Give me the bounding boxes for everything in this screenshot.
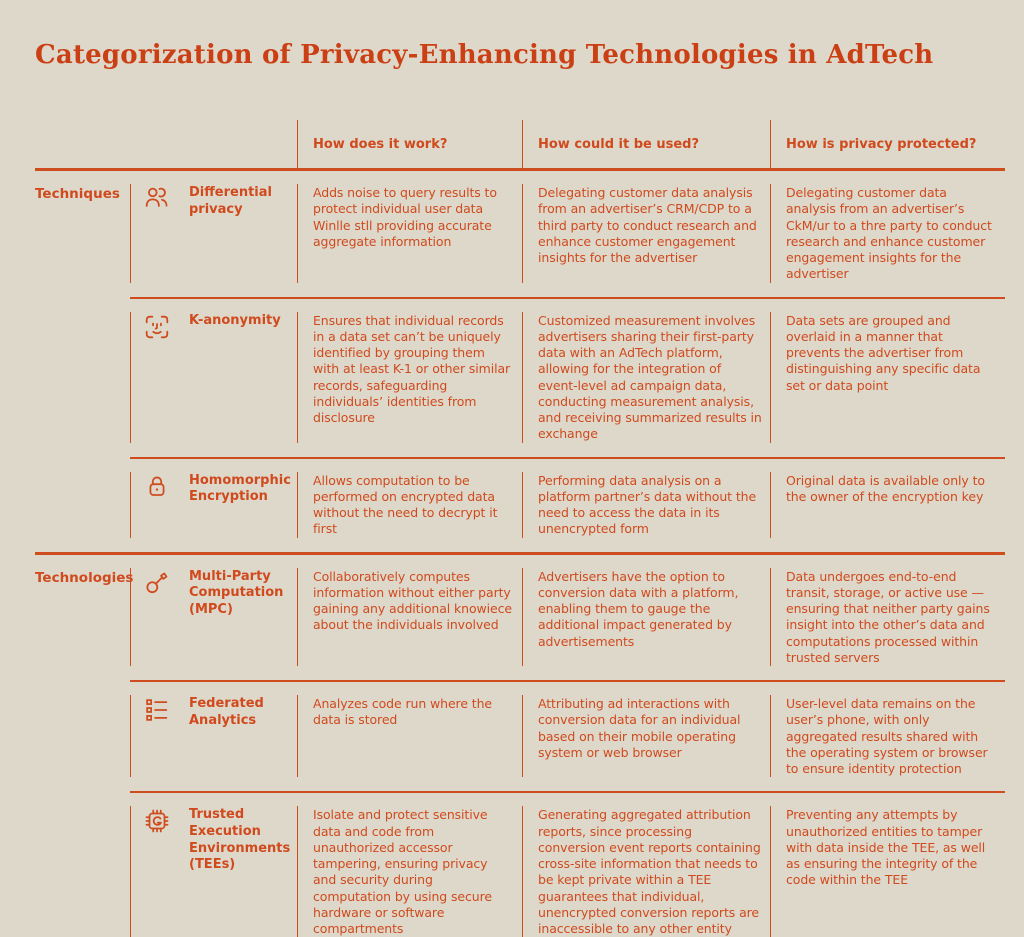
technology-cell — [130, 568, 297, 667]
row-divider — [130, 680, 1005, 682]
how-used-cell: Generating aggregated attribution reports, since processing conversion event reports containing cross-site information that needs to be kept private within a TEE guarantees that individual, unencrypted conversion reports are inaccessible to any other entity — [522, 806, 770, 937]
how-it-works-cell: Ensures that individual records in a data set can’t be uniquely identified by grouping them with at least K-1 or other similar records, safeguarding individuals’ identities from disclosure — [297, 312, 522, 443]
column-header-privacy-protected: How is privacy protected? — [770, 120, 1005, 168]
face-id-icon — [142, 312, 172, 342]
column-header-how-it-works: How does it work? — [297, 120, 522, 168]
section-divider — [35, 552, 1005, 555]
table-row-differential-privacy — [35, 184, 1005, 283]
how-used-cell: Attributing ad interactions with conversion data for an individual based on their mobile operating system or web browser — [522, 695, 770, 777]
row-divider — [130, 457, 1005, 459]
how-used-cell: Customized measurement involves advertisers sharing their first-party data with an AdTech platform, allowing for the integration of event-level ad campaign data, conducting measurement analysis, and receiving summarized results in exchange — [522, 312, 770, 443]
chip-icon — [142, 806, 172, 836]
section-label-spacer — [35, 695, 130, 777]
how-used-cell: Advertisers have the option to conversion data with a platform, enabling them to gauge the additional impact generated by advertisements — [522, 568, 770, 667]
section-label-technologies: Technologies — [35, 569, 134, 586]
how-it-works-cell: Adds noise to query results to protect individual user data Winlle stll providing accurate aggregate information — [297, 184, 522, 283]
privacy-protected-cell: Data sets are grouped and overlaid in a manner that prevents the advertiser from distinguishing any specific data set or data point — [770, 312, 1005, 443]
page-title: Categorization of Privacy-Enhancing Technologies in AdTech — [35, 40, 934, 70]
how-used-cell: Delegating customer data analysis from an advertiser’s CRM/CDP to a third party to conduct research and enhance customer engagement insights for the advertiser — [522, 184, 770, 283]
technique-name: Homomorphic Encryption — [189, 472, 291, 505]
column-header-row — [35, 120, 1005, 168]
technique-cell — [130, 184, 297, 283]
lock-icon — [142, 472, 172, 502]
technique-cell — [130, 472, 297, 538]
how-it-works-cell: Analyzes code run where the data is stored — [297, 695, 522, 777]
how-it-works-cell: Allows computation to be performed on encrypted data without the need to decrypt it first — [297, 472, 522, 538]
technology-cell — [130, 806, 297, 937]
privacy-protected-cell: User-level data remains on the user’s phone, with only aggregated results shared with the operating system or browser to ensure identity protection — [770, 695, 1005, 777]
technology-name: Multi-Party Computation (MPC) — [189, 568, 284, 617]
technology-name: Trusted Execution Environments (TEEs) — [189, 807, 291, 873]
technology-cell — [130, 695, 297, 777]
privacy-protected-cell: Delegating customer data analysis from an advertiser’s CkM/ur to a thre party to conduct research and enhance customer engagement insights for the advertiser — [770, 184, 1005, 283]
table-row-k-anonymity — [35, 312, 1005, 443]
how-used-cell: Performing data analysis on a platform partner’s data without the need to access the data in its unencrypted form — [522, 472, 770, 538]
technique-name: Differential privacy — [189, 185, 272, 217]
section-label-spacer — [35, 806, 130, 937]
privacy-protected-cell: Original data is available only to the owner of the encryption key — [770, 472, 1005, 538]
list-icon — [142, 695, 172, 725]
section-label-techniques: Techniques — [35, 186, 120, 202]
users-icon — [142, 184, 172, 214]
row-divider — [130, 791, 1005, 793]
privacy-protected-cell: Data undergoes end-to-end transit, storage, or active use — ensuring that neither party gains insight into the other’s data and computations processed within trusted servers — [770, 568, 1005, 667]
key-icon — [142, 568, 172, 598]
technique-cell — [130, 312, 297, 443]
technology-name: Federated Analytics — [189, 696, 264, 728]
privacy-protected-cell: Preventing any attempts by unauthorized entities to tamper with data inside the TEE, as well as ensuring the integrity of the code within the TEE — [770, 806, 1005, 937]
table-row-tees — [35, 806, 1005, 937]
technique-name: K-anonymity — [189, 312, 281, 328]
table-row-homomorphic-encryption — [35, 472, 1005, 538]
section-divider — [35, 168, 1005, 171]
section-label-spacer — [35, 472, 130, 538]
row-divider — [130, 297, 1005, 299]
table-row-federated-analytics — [35, 695, 1005, 777]
table-row-mpc — [35, 568, 1005, 667]
how-it-works-cell: Isolate and protect sensitive data and code from unauthorized accessor tampering, ensuring privacy and security during computation by using secure hardware or software compartments — [297, 806, 522, 937]
section-label-spacer — [35, 312, 130, 443]
column-header-how-used: How could it be used? — [522, 120, 770, 168]
how-it-works-cell: Collaboratively computes information without either party gaining any additional knowiece about the individuals involved — [297, 568, 522, 667]
